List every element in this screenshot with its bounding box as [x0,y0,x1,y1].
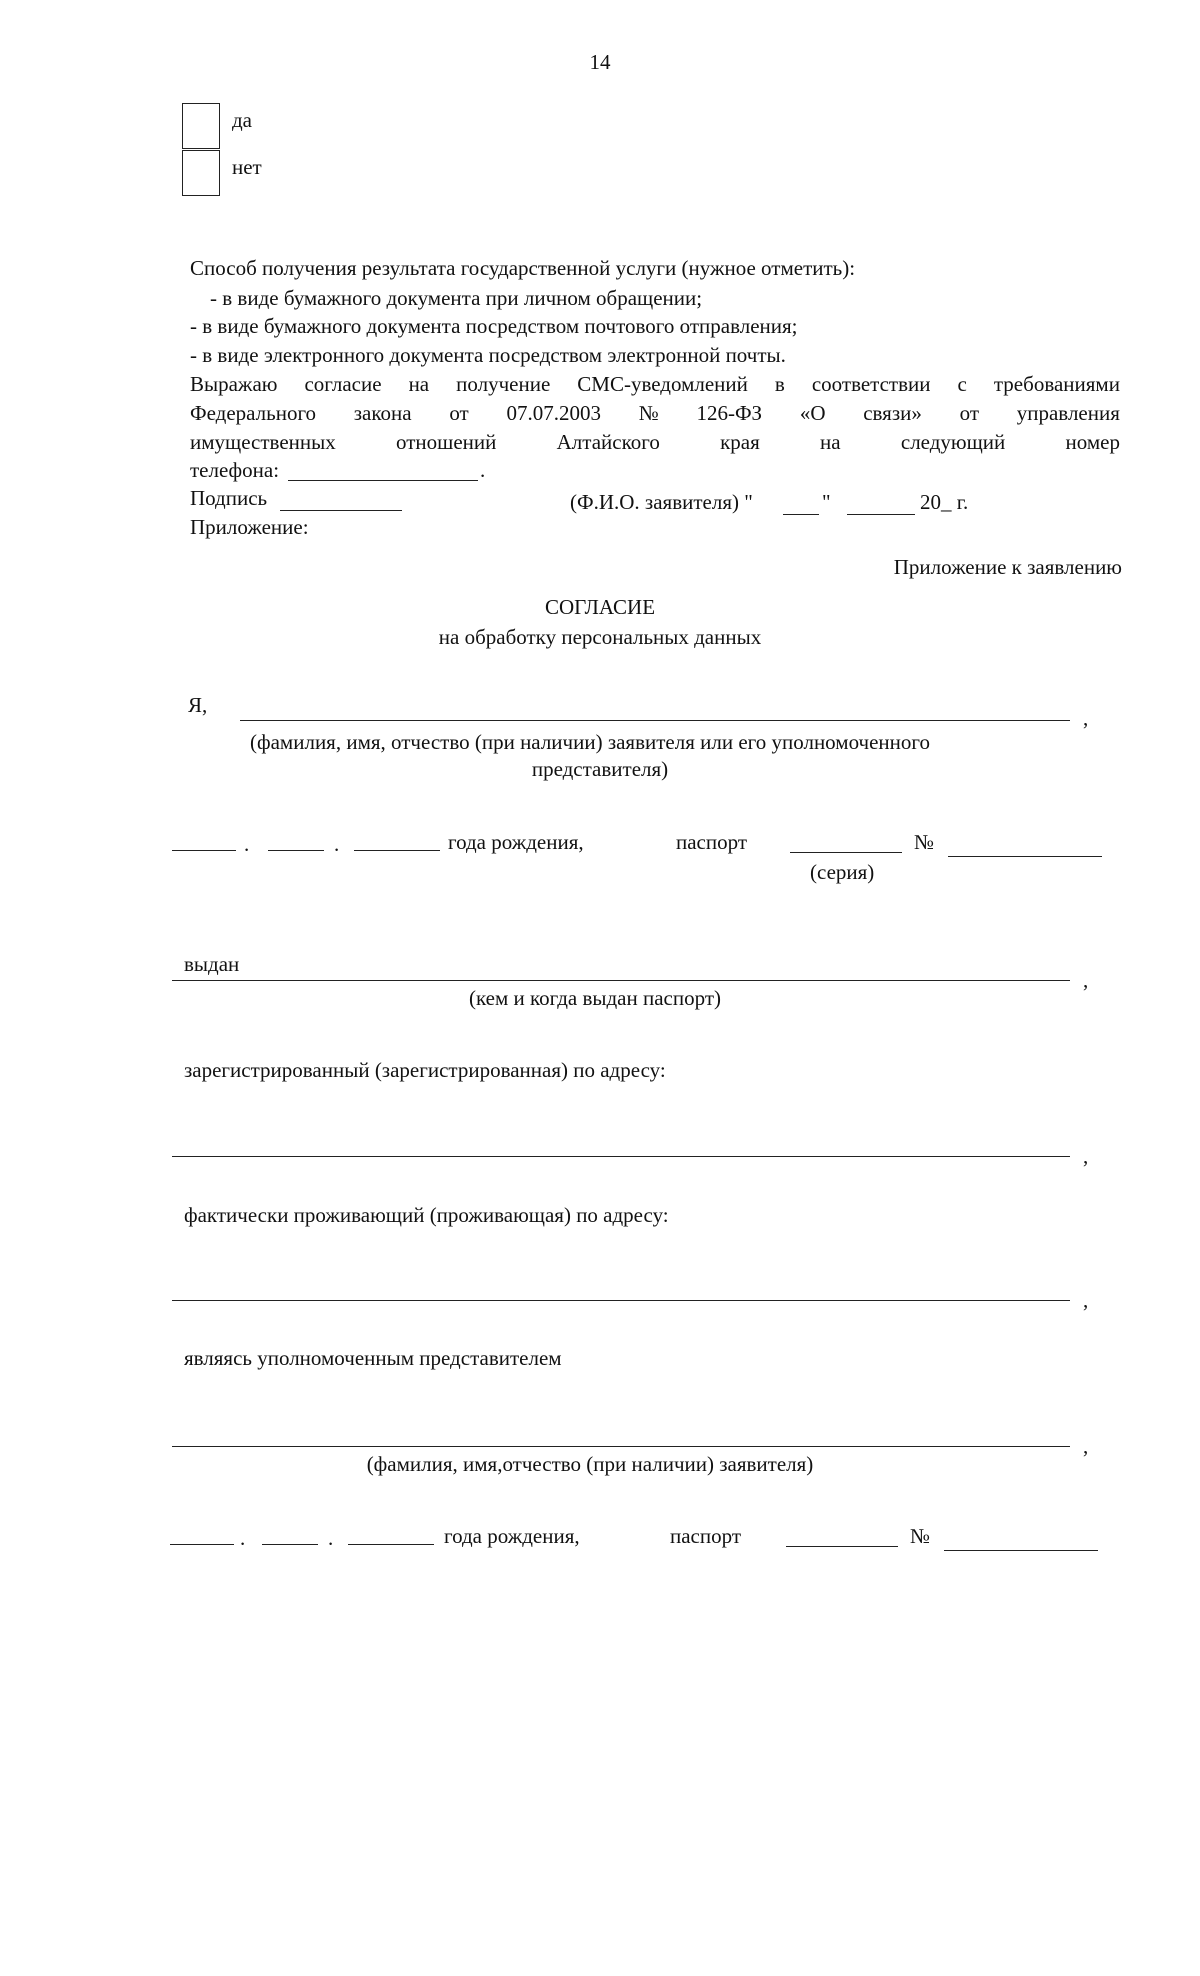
date-dot: . [328,1526,334,1550]
issued-label: выдан [184,952,240,976]
sms-consent-line-2 [190,401,1120,426]
attachment-label: Приложение: [190,515,309,539]
word: соответствии [811,372,931,396]
number-sign: № [910,1524,931,1548]
passport-label: паспорт [670,1524,742,1548]
result-method-option: - в виде бумажного документа при личном обращении; [210,286,703,310]
comma: , [1083,1434,1089,1458]
word: Федерального [190,401,317,425]
consent-subtitle: на обработку персональных данных [438,625,762,649]
comma: , [1083,1144,1089,1168]
checkbox-no[interactable] [182,150,220,196]
word: получение [456,372,551,396]
fio-label: (Ф.И.О. заявителя) " [570,490,753,514]
word: связи» [863,401,922,425]
applicant-passport-series-field[interactable] [786,1546,898,1547]
word: имущественных [190,430,336,454]
word: требованиями [993,372,1120,396]
issued-hint: (кем и когда выдан паспорт) [468,986,721,1010]
i-label: Я, [188,693,208,717]
applicant-passport-number-field[interactable] [944,1550,1098,1551]
consent-title: СОГЛАСИЕ [544,595,656,619]
living-address-field[interactable] [172,1300,1070,1301]
word: № [638,401,659,425]
word: «О [799,401,826,425]
sms-consent-line-1 [190,372,1120,397]
word: 07.07.2003 [506,401,601,425]
registered-address-field[interactable] [172,1156,1070,1157]
word: отношений [396,430,497,454]
checkbox-no-label: нет [232,155,262,179]
result-method-option: - в виде бумажного документа посредством почтового отправления; [190,314,798,338]
appendix-label: Приложение к заявлению [893,555,1122,579]
applicant-hint: (фамилия, имя,отчество (при наличии) заявителя) [366,1452,814,1476]
word: согласие [304,372,382,396]
day-field[interactable] [783,514,819,515]
word: от [449,401,469,425]
birth-year-field[interactable] [354,850,440,851]
word: закона [353,401,412,425]
applicant-fio-field[interactable] [172,1446,1070,1447]
result-method-option: - в виде электронного документа посредством электронной почты. [190,343,786,367]
date-dot: . [244,832,250,856]
passport-number-field[interactable] [948,856,1102,857]
comma: , [1083,706,1089,730]
phone-label: телефона: [190,458,280,482]
word: края [720,430,760,454]
comma: , [1083,1288,1089,1312]
number-sign: № [914,830,935,854]
birth-day-field[interactable] [172,850,236,851]
comma: , [1083,968,1089,992]
result-method-heading: Способ получения результата государственной услуги (нужное отметить): [190,256,856,280]
checkbox-yes[interactable] [182,103,220,149]
fio-field[interactable] [240,720,1070,721]
fio-hint-2: представителя) [531,757,669,781]
applicant-birth-year-field[interactable] [348,1544,434,1545]
registered-label: зарегистрированный (зарегистрированная) по адресу: [184,1058,666,1082]
date-dot: . [240,1526,246,1550]
word: Алтайского [556,430,660,454]
issued-field[interactable] [172,980,1070,981]
word: с [957,372,967,396]
word: от [959,401,980,425]
applicant-birth-day-field[interactable] [170,1544,234,1545]
word: следующий [900,430,1006,454]
phone-field[interactable] [288,480,478,481]
birth-month-field[interactable] [268,850,324,851]
signature-label: Подпись [190,486,268,510]
quote-close: " [822,490,831,514]
word: СМС-уведомлений [577,372,748,396]
word: управления [1016,401,1120,425]
sms-consent-line-3 [190,430,1120,455]
representative-label: являясь уполномоченным представителем [184,1346,562,1370]
word: на [820,430,841,454]
passport-label: паспорт [676,830,748,854]
word: 126-ФЗ [696,401,763,425]
date-dot: . [334,832,340,856]
series-hint: (серия) [810,860,875,884]
phone-period: . [480,458,486,482]
word: в [774,372,785,396]
birth-label: года рождения, [444,1524,580,1548]
living-label: фактически проживающий (проживающая) по адресу: [184,1203,669,1227]
word: номер [1065,430,1120,454]
passport-series-field[interactable] [790,852,902,853]
year-label: 20_ г. [920,490,969,514]
birth-label: года рождения, [448,830,584,854]
applicant-birth-month-field[interactable] [262,1544,318,1545]
page-number: 14 [589,50,611,74]
month-field[interactable] [847,514,915,515]
word: на [408,372,430,396]
checkbox-yes-label: да [232,108,253,132]
word: Выражаю [190,372,278,396]
signature-field[interactable] [280,510,402,511]
fio-hint-1: (фамилия, имя, отчество (при наличии) заявителя или его уполномоченного [250,730,930,754]
